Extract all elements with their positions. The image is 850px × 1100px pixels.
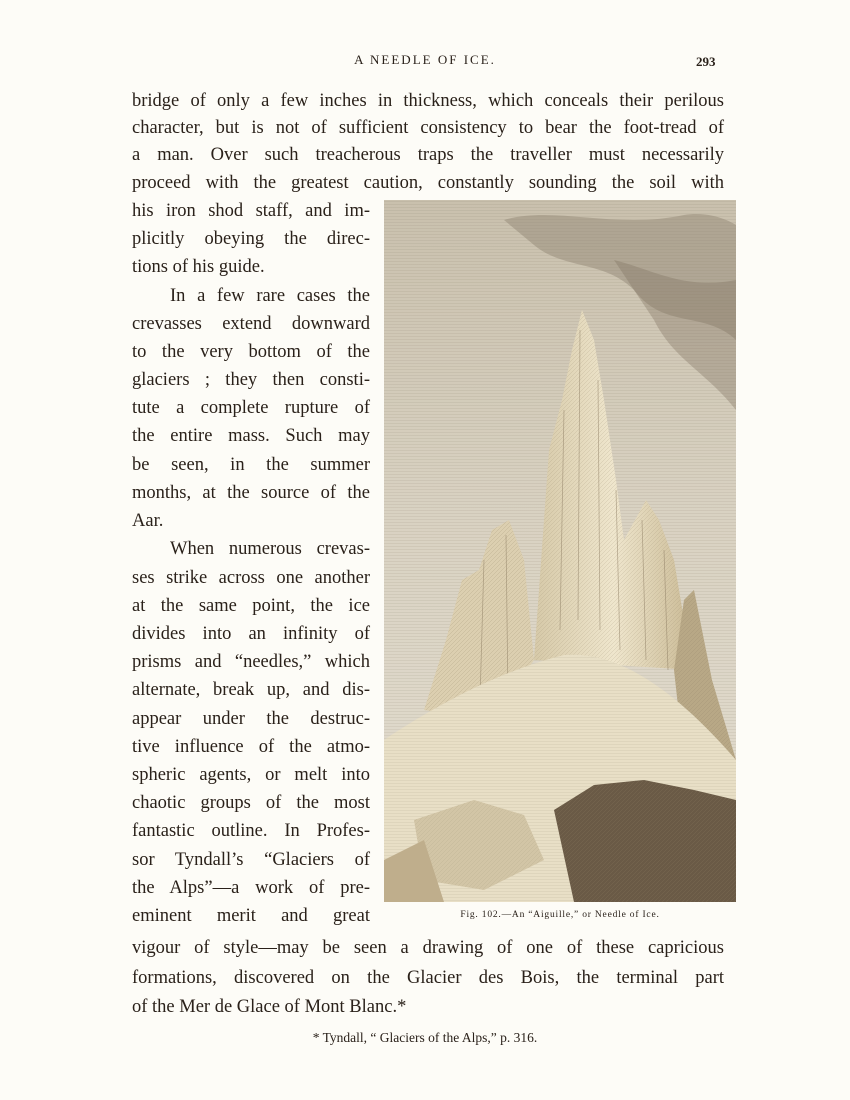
text-line: sor Tyndall’s “Glaciers of — [132, 850, 370, 870]
text-line: plicitly obeying the direc- — [132, 229, 370, 249]
text-line: the entire mass. Such may — [132, 426, 370, 446]
engraving-figure — [384, 200, 736, 902]
text-line: Aar. — [132, 511, 164, 531]
text-line: prisms and “needles,” which — [132, 652, 370, 672]
text-line: at the same point, the ice — [132, 596, 370, 616]
text-line: tive influence of the atmo- — [132, 737, 370, 757]
text-line: of the Mer de Glace of Mont Blanc.* — [132, 997, 407, 1017]
text-line: vigour of style—may be seen a drawing of one of these capricious — [132, 938, 724, 958]
text-line: tute a complete rupture of — [132, 398, 370, 418]
text-line: to the very bottom of the — [132, 342, 370, 362]
text-line: the Alps”—a work of pre- — [132, 878, 370, 898]
text-line: ses strike across one another — [132, 568, 370, 588]
text-line: In a few rare cases the — [170, 286, 370, 306]
text-line: be seen, in the summer — [132, 455, 370, 475]
text-line: his iron shod staff, and im- — [132, 201, 370, 221]
figure-caption: Fig. 102.—An “Aiguille,” or Needle of Ice. — [460, 910, 660, 920]
text-line: months, at the source of the — [132, 483, 370, 503]
page-number: 293 — [696, 54, 716, 69]
text-line: divides into an infinity of — [132, 624, 370, 644]
text-line: chaotic groups of the most — [132, 793, 370, 813]
ice-needle-engraving — [384, 200, 736, 902]
text-line: crevasses extend downward — [132, 314, 370, 334]
running-title: A NEEDLE OF ICE. — [354, 52, 496, 67]
text-line: When numerous crevas- — [170, 539, 370, 559]
text-line: appear under the destruc- — [132, 709, 370, 729]
text-line: a man. Over such treacherous traps the traveller must necessarily — [132, 145, 724, 165]
text-line: bridge of only a few inches in thickness, which conceals their perilous — [132, 91, 724, 111]
footnote: * Tyndall, “ Glaciers of the Alps,” p. 316. — [312, 1030, 538, 1045]
text-line: glaciers ; they then consti- — [132, 370, 370, 390]
running-head — [0, 50, 850, 70]
text-line: fantastic outline. In Profes- — [132, 821, 370, 841]
text-line: formations, discovered on the Glacier des Bois, the terminal part — [132, 968, 724, 988]
text-line: eminent merit and great — [132, 906, 370, 926]
text-line: character, but is not of sufficient consistency to bear the foot-tread of — [132, 118, 724, 138]
text-line: proceed with the greatest caution, constantly sounding the soil with — [132, 173, 724, 193]
text-line: spheric agents, or melt into — [132, 765, 370, 785]
text-line: alternate, break up, and dis- — [132, 680, 370, 700]
text-line: tions of his guide. — [132, 257, 265, 277]
